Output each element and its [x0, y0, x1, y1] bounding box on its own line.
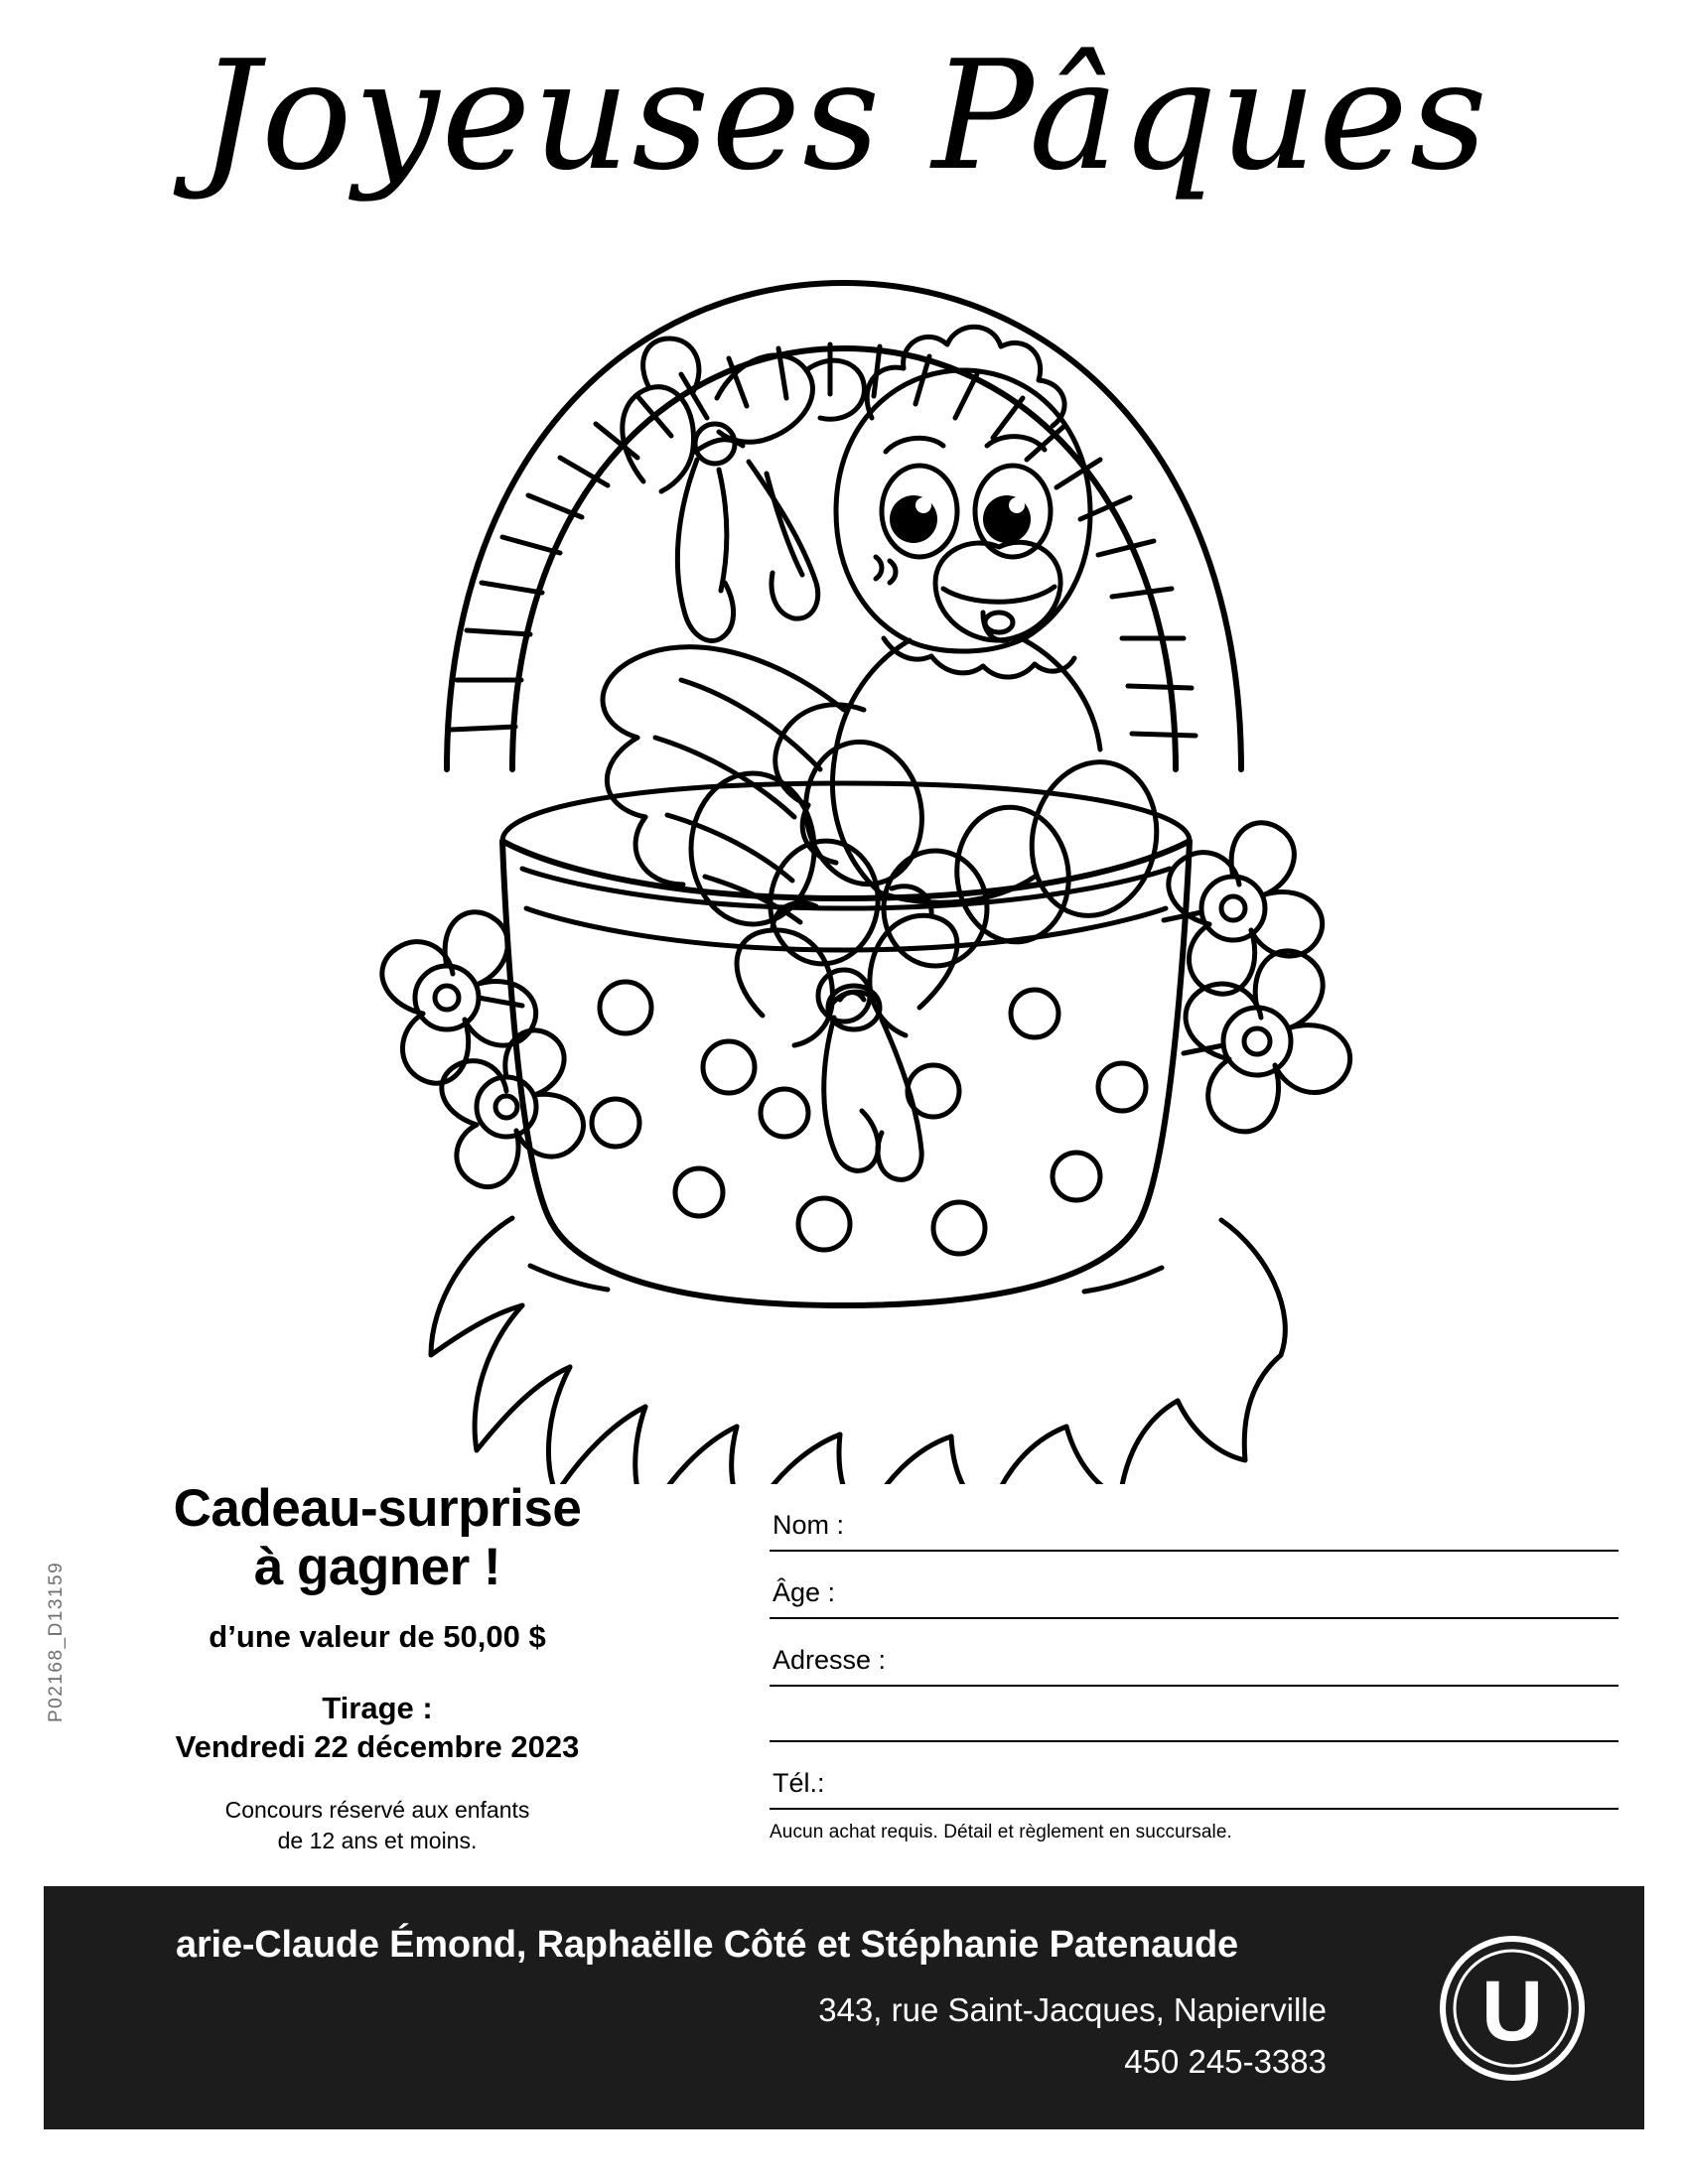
- footer-bar: [44, 1886, 1644, 2129]
- contest-entry-form: [770, 1484, 1618, 1843]
- promo-value: d’une valeur de 50,00 $: [209, 1618, 546, 1654]
- page-title: Joyeuses Pâques: [199, 28, 1489, 204]
- print-reference-code: P02168_D13159: [46, 1561, 67, 1722]
- field-adresse[interactable]: [770, 1619, 1618, 1687]
- promo-headline-line2: à gagner !: [253, 1538, 501, 1597]
- footer-names: arie-Claude Émond, Raphaëlle Côté et Stéphanie Patenaude: [176, 1924, 1238, 1966]
- field-age-label: Âge :: [773, 1577, 836, 1607]
- uniprix-u-logo-icon: [1438, 1934, 1587, 2083]
- field-tel[interactable]: [770, 1742, 1618, 1810]
- promo-draw: [70, 1689, 685, 1767]
- footer-phone: 450 245-3383: [1124, 2043, 1327, 2080]
- field-nom[interactable]: [770, 1484, 1618, 1552]
- footer-address: 343, rue Saint-Jacques, Napierville: [818, 1991, 1327, 2028]
- promo-rules-line2: de 12 ans et moins.: [277, 1828, 478, 1854]
- field-age[interactable]: [770, 1552, 1618, 1619]
- promo-rules: [70, 1795, 685, 1856]
- field-tel-label: Tél.:: [773, 1768, 825, 1798]
- promo-headline: [70, 1479, 685, 1597]
- promo-headline-line1: Cadeau-surprise: [173, 1479, 582, 1538]
- promo-draw-label: Tirage :: [322, 1690, 433, 1725]
- field-adresse-line2[interactable]: [770, 1687, 1618, 1742]
- form-legal-note: Aucun achat requis. Détail et règlement en succursale.: [770, 1822, 1232, 1843]
- promo-draw-date: Vendredi 22 décembre 2023: [175, 1729, 580, 1765]
- easter-basket-with-chick-coloring-line-art: [328, 213, 1360, 1484]
- logo-letter: U: [1480, 1964, 1544, 2059]
- field-nom-label: Nom :: [773, 1510, 845, 1540]
- promo-rules-line1: Concours réservé aux enfants: [224, 1797, 530, 1824]
- field-adresse-label: Adresse :: [773, 1645, 887, 1675]
- promo-block: [70, 1479, 685, 1856]
